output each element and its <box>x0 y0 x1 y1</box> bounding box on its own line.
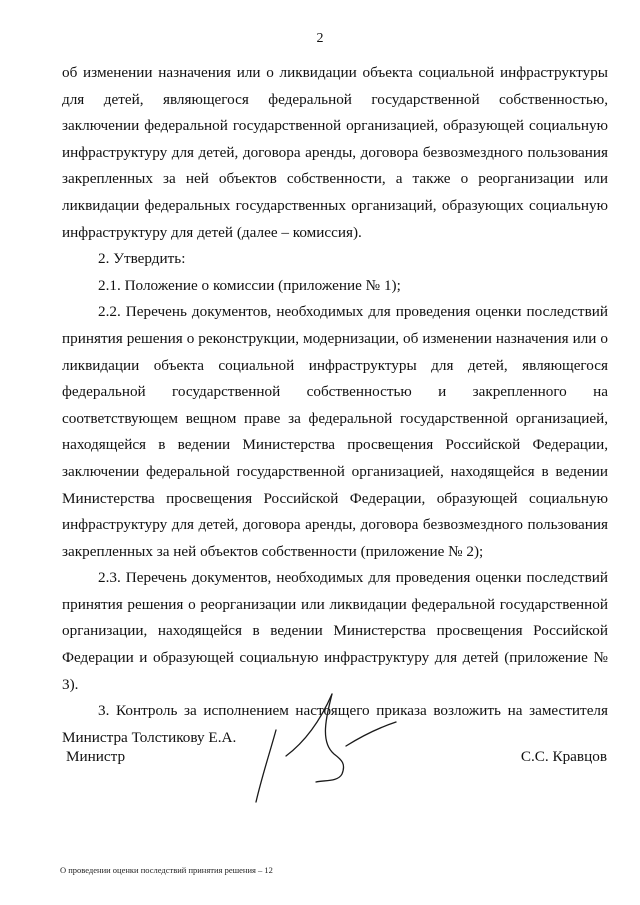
paragraph-item-2-2: 2.2. Перечень документов, необходимых для проведения оценки последствий принятия решения о реконструкции, модернизации, об изменении назначения или о ликвидации объекта социальной инфраструктуры для детей, являющегося федеральной государственной собственностью и закрепленного на соответствующем вещном праве за федеральной государственной организацией, находящейся в ведении Министерства просвещения Российской Федерации, заключении федеральной государственной организацией, находящейся в ведении Министерства просвещения Российской Федерации, образующей социальную инфраструктуру для детей, договора аренды, договора безвозмездного пользования закрепленных за ней объектов собственности (приложение № 2); <box>62 303 608 560</box>
paragraph-item-2-3: 2.3. Перечень документов, необходимых для проведения оценки последствий принятия решения о реорганизации или ликвидации федеральной государственной организации, находящейся в ведении Министерства просвещения Российской Федерации и образующей социальную инфраструктуру для детей (приложение № 3). <box>62 569 608 693</box>
page-number: 2 <box>316 31 324 46</box>
handwritten-signature <box>250 690 410 805</box>
paragraph-approve: 2. Утвердить: <box>98 250 186 268</box>
paragraph-item-2-1: 2.1. Положение о комиссии (приложение № 1); <box>98 276 401 294</box>
paragraph-control: 3. Контроль за исполнением настоящего приказа возложить на заместителя Министра Толстикову Е.А. <box>62 702 608 746</box>
paragraph-commission-scope: об изменении назначения или о ликвидации объекта социальной инфраструктуры для детей, являющегося федеральной государственной собственностью, заключении федеральной государственной организацией, образующей социальную инфраструктуру для детей, договора аренды, договора безвозмездного пользования закрепленных за ней объектов собственности, а также о реорганизации или ликвидации федеральных государственных организаций, образующих социальную инфраструктуру для детей (далее – комиссия). <box>62 64 608 241</box>
document-body <box>62 60 608 751</box>
document-footer: О проведении оценки последствий принятия решения – 12 <box>60 865 273 875</box>
signatory-name: С.С. Кравцов <box>520 748 607 765</box>
signatory-title: Министр <box>66 748 126 765</box>
